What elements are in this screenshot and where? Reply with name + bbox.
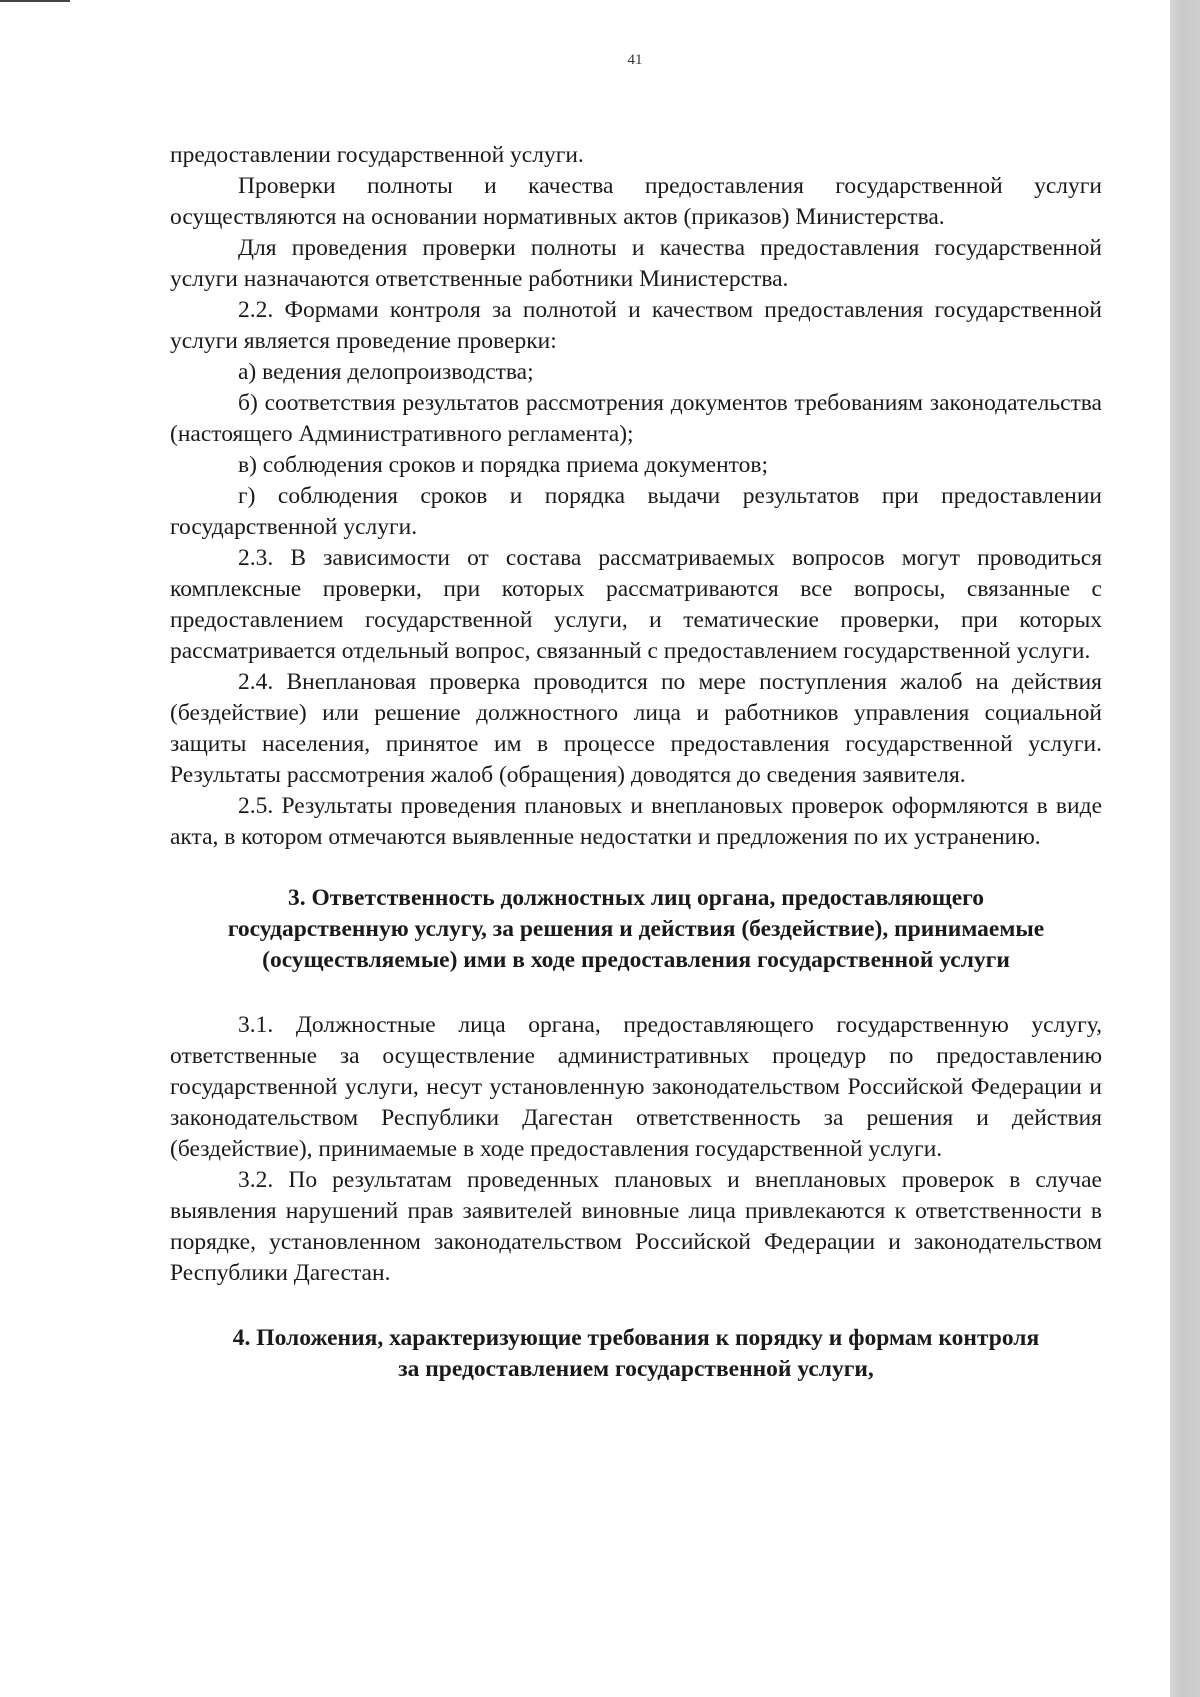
- paragraph-2-5: 2.5. Результаты проведения плановых и внеплановых проверок оформляются в виде акта, в котором отмечаются выявленные недостатки и предложения по их устранению.: [170, 793, 1102, 850]
- document-body: [170, 140, 1102, 1385]
- page-number: 41: [627, 52, 643, 68]
- list-item-b: б) соответствия результатов рассмотрения документов требованиям законодательства (настоящего Административного регламента);: [170, 390, 1102, 447]
- paragraph-2-4: 2.4. Внеплановая проверка проводится по мере поступления жалоб на действия (бездействие) или решение должностного лица и работников управления социальной защиты населения, принятое им в процессе предоставления государственной услуги. Результаты рассмотрения жалоб (обращения) доводятся до сведения заявителя.: [170, 669, 1102, 788]
- paragraph-3-2: 3.2. По результатам проведенных плановых и внеплановых проверок в случае выявления нарушений прав заявителей виновные лица привлекаются к ответственности в порядке, установленном законодательством Российской Федерации и законодательством Республики Дагестан.: [170, 1167, 1102, 1286]
- section-4-heading: 4. Положения, характеризующие требования к порядку и формам контроля за предоставлением государственной услуги,: [232, 1325, 1040, 1382]
- paragraph: Проверки полноты и качества предоставления государственной услуги осуществляются на основании нормативных актов (приказов) Министерства.: [170, 173, 1102, 230]
- list-item-a: а) ведения делопроизводства;: [238, 359, 534, 385]
- list-item-v: в) соблюдения сроков и порядка приема документов;: [238, 452, 768, 478]
- scan-corner-mark: [0, 0, 70, 2]
- paragraph-3-1: 3.1. Должностные лица органа, предоставляющего государственную услугу, ответственные за осуществление административных процедур по предоставлению государственной услуги, несут установленную законодательством Российской Федерации и законодательством Республики Дагестан ответственность за решения и действия (бездействие), принимаемые в ходе предоставления государственной услуги.: [170, 1012, 1102, 1162]
- scan-edge-shadow: [1170, 0, 1200, 1697]
- paragraph-2-3: 2.3. В зависимости от состава рассматриваемых вопросов могут проводиться комплексные проверки, при которых рассматриваются все вопросы, связанные с предоставлением государственной услуги, и тематические проверки, при которых рассматривается отдельный вопрос, связанный с предоставлением государственной услуги.: [170, 545, 1102, 664]
- paragraph: Для проведения проверки полноты и качества предоставления государственной услуги назначаются ответственные работники Министерства.: [170, 235, 1102, 292]
- list-item-g: г) соблюдения сроков и порядка выдачи результатов при предоставлении государственной услуги.: [170, 483, 1102, 540]
- paragraph-2-2: 2.2. Формами контроля за полнотой и качеством предоставления государственной услуги является проведение проверки:: [170, 297, 1102, 354]
- section-3-heading: 3. Ответственность должностных лиц органа, предоставляющего государственную услугу, за решения и действия (бездействие), принимаемые (осуществляемые) ими в ходе предоставления государственной услуги: [227, 885, 1045, 973]
- paragraph-continuation: предоставлении государственной услуги.: [170, 142, 584, 168]
